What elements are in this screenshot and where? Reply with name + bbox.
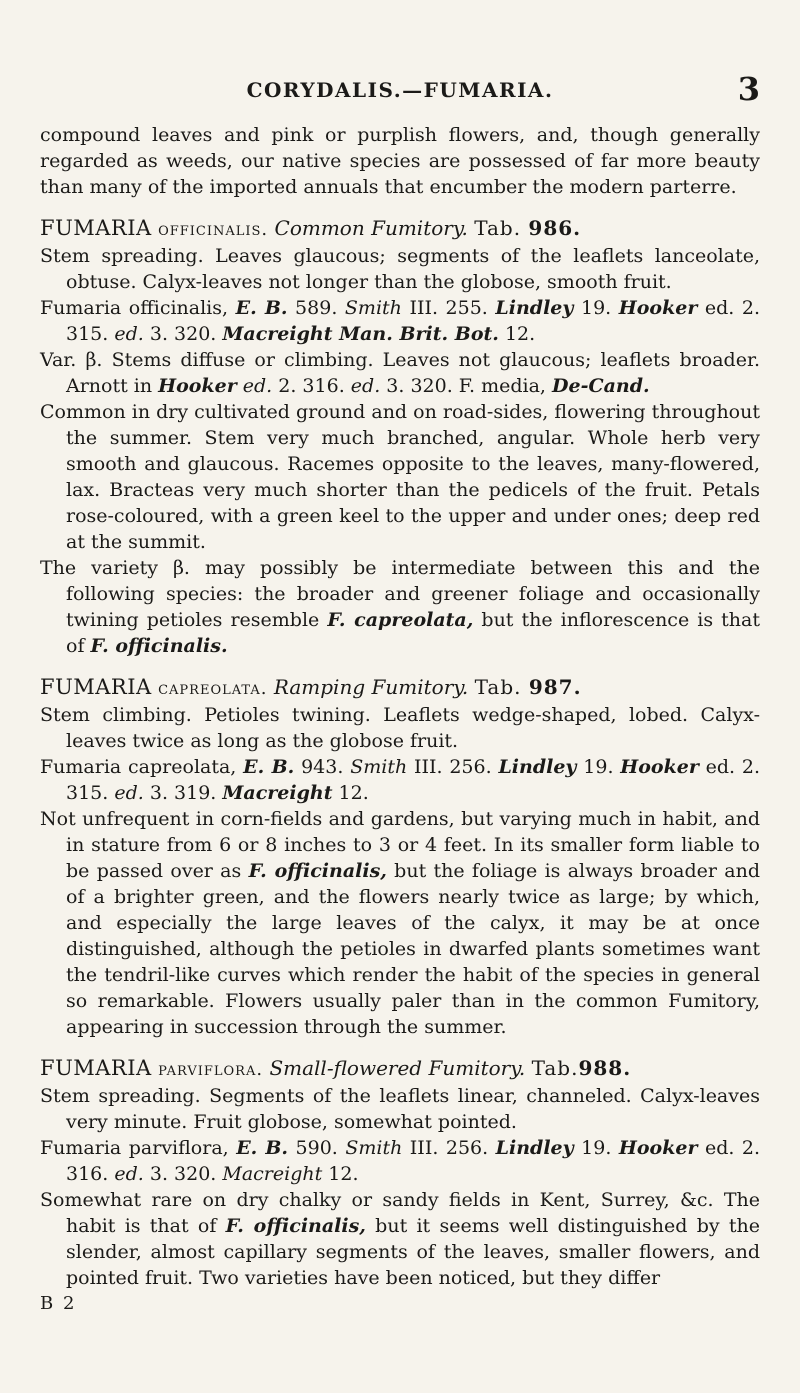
synonyms: [40, 1135, 760, 1187]
text-run: Not unfrequent in corn-fields and gardens, but varying much in habit, and in stature from 6 or 8 inches to 3 or 4 feet. In its smaller form liable to be passed over as: [40, 808, 760, 882]
text-run: 19.: [576, 756, 621, 778]
variety-note: [40, 347, 760, 399]
running-title: CORYDALIS.—FUMARIA.: [246, 78, 554, 102]
species-name: parviflora.: [158, 1059, 264, 1080]
species-name: officinalis.: [158, 219, 269, 240]
text-run: III. 256.: [402, 1137, 496, 1159]
page-number: 3: [737, 70, 760, 108]
habitat-note: [40, 806, 760, 1040]
plate-reference: Tab. 987.: [474, 675, 582, 699]
common-name: Common Fumitory.: [274, 216, 468, 240]
text-run: 590.: [288, 1137, 346, 1159]
text-run: ed.: [242, 375, 273, 397]
text-run: Smith: [345, 1137, 403, 1159]
text-run: ed.: [350, 375, 381, 397]
entry-heading-capreolata: [40, 674, 760, 702]
species-name: capreolata.: [158, 678, 268, 699]
text-run: Lindley: [498, 756, 577, 778]
text-run: E. B.: [236, 1137, 289, 1159]
text-run: E. B.: [235, 297, 288, 319]
text-run: 3. 319.: [143, 782, 223, 804]
genus-name: FUMARIA: [40, 1056, 152, 1080]
text-run: Lindley: [495, 297, 574, 319]
text-run: III. 255.: [401, 297, 496, 319]
diagnosis: Stem climbing. Petioles twining. Leaflets wedge-shaped, lobed. Calyx-leaves twice as long as the globose fruit.: [40, 704, 760, 752]
text-run: ed.: [114, 1163, 144, 1185]
text-run: Hooker: [620, 756, 699, 778]
genus-name: FUMARIA: [40, 675, 152, 699]
text-run: ed. 2. 316.: [66, 1137, 761, 1185]
page-header: [40, 70, 760, 114]
text-run: F. capreolata,: [327, 609, 474, 631]
text-run: ed. 2. 315.: [66, 297, 761, 345]
text-run: 2. 316.: [272, 375, 351, 397]
text-run: The variety β. may possibly be intermediate between this and the following species: the broader and greener foliage and occasionally twining petioles resemble: [40, 557, 760, 631]
text-run: but the inflorescence is that of: [66, 609, 760, 657]
text-run: but it seems well distinguished by the slender, almost capillary segments of the leaves, smaller flowers, and pointed fruit. Two varieties have been noticed, but they differ: [66, 1215, 760, 1289]
text-run: F. officinalis,: [225, 1215, 366, 1237]
text-run: Somewhat rare on dry chalky or sandy fields in Kent, Surrey, &c. The habit is that of: [40, 1189, 760, 1237]
common-name: Small-flowered Fumitory.: [269, 1056, 526, 1080]
entry-heading-parviflora: [40, 1055, 760, 1083]
text-run: Macreight Man. Brit. Bot.: [222, 323, 499, 345]
diagnosis: Stem spreading. Segments of the leaflets linear, channeled. Calyx-leaves very minute. Fruit globose, somewhat pointed.: [40, 1085, 760, 1133]
text-run: ed.: [114, 323, 144, 345]
text-run: F. officinalis.: [90, 635, 228, 657]
page-body: [40, 122, 760, 1317]
text-run: but the foliage is always broader and of a brighter green, and the flowers nearly twice as large; by which, and especially the large leaves of the calyx, it may be at once distinguished, although the petioles in dwarfed plants sometimes want the tendril-like curves which render the habit of the species in general so remarkable. Flowers usually paler than in the common Fumitory, appearing in succession through the summer.: [66, 860, 760, 1038]
habitat-note: Common in dry cultivated ground and on road-sides, flowering throughout the summer. Stem very much branched, angular. Whole herb very smooth and glaucous. Racemes opposite to the leaves, many-flowered, lax. Bracteas very much shorter than the pedicels of the fruit. Petals rose-coloured, with a green keel to the upper and under ones; deep red at the summit.: [40, 401, 760, 553]
text-run: Smith: [350, 756, 408, 778]
text-run: E. B.: [243, 756, 295, 778]
text-run: 19.: [573, 297, 619, 319]
text-run: 12.: [498, 323, 536, 345]
text-run: Smith: [344, 297, 402, 319]
text-run: Macreight: [222, 1163, 323, 1185]
text-run: 12.: [332, 782, 369, 804]
diagnosis: Stem spreading. Leaves glaucous; segments of the leaflets lanceolate, obtuse. Calyx-leaves not longer than the globose, smooth fruit.: [40, 245, 760, 293]
synonyms: [40, 754, 760, 806]
text-run: III. 256.: [407, 756, 499, 778]
text-run: ed.: [114, 782, 144, 804]
genus-name: FUMARIA: [40, 216, 152, 240]
common-name: Ramping Fumitory.: [273, 675, 469, 699]
text-run: Lindley: [495, 1137, 574, 1159]
intro-paragraph: compound leaves and pink or purplish flowers, and, though generally regarded as weeds, our native species are possessed of far more beauty than many of the imported annuals that encumber the modern parterre.: [40, 124, 760, 198]
text-run: Var. β. Stems diffuse or climbing. Leaves not glaucous; leaflets broader. Arnott in: [40, 349, 760, 397]
text-run: 3. 320.: [143, 1163, 223, 1185]
text-run: Hooker: [618, 297, 698, 319]
plate-reference: Tab.988.: [531, 1056, 632, 1080]
entry-heading-officinalis: [40, 215, 760, 243]
text-run: Macreight: [222, 782, 333, 804]
text-run: Hooker: [618, 1137, 698, 1159]
text-run: 3. 320.: [143, 323, 223, 345]
text-run: 589.: [287, 297, 345, 319]
text-run: 943.: [294, 756, 351, 778]
text-run: Fumaria capreolata,: [40, 756, 244, 778]
text-run: F. officinalis,: [248, 860, 387, 882]
text-run: Hooker: [158, 375, 237, 397]
habitat-note: [40, 1187, 760, 1291]
plate-reference: Tab. 986.: [474, 216, 582, 240]
text-run: 12.: [322, 1163, 359, 1185]
text-run: 19.: [573, 1137, 619, 1159]
synonyms: [40, 295, 760, 347]
text-run: ed. 2. 315.: [66, 756, 761, 804]
variety-remark: [40, 555, 760, 659]
text-run: 3. 320. F. media,: [380, 375, 552, 397]
text-run: Fumaria officinalis,: [40, 297, 236, 319]
text-run: Fumaria parviflora,: [40, 1137, 237, 1159]
text-run: De-Cand.: [552, 375, 650, 397]
signature-mark: B 2: [40, 1293, 77, 1314]
